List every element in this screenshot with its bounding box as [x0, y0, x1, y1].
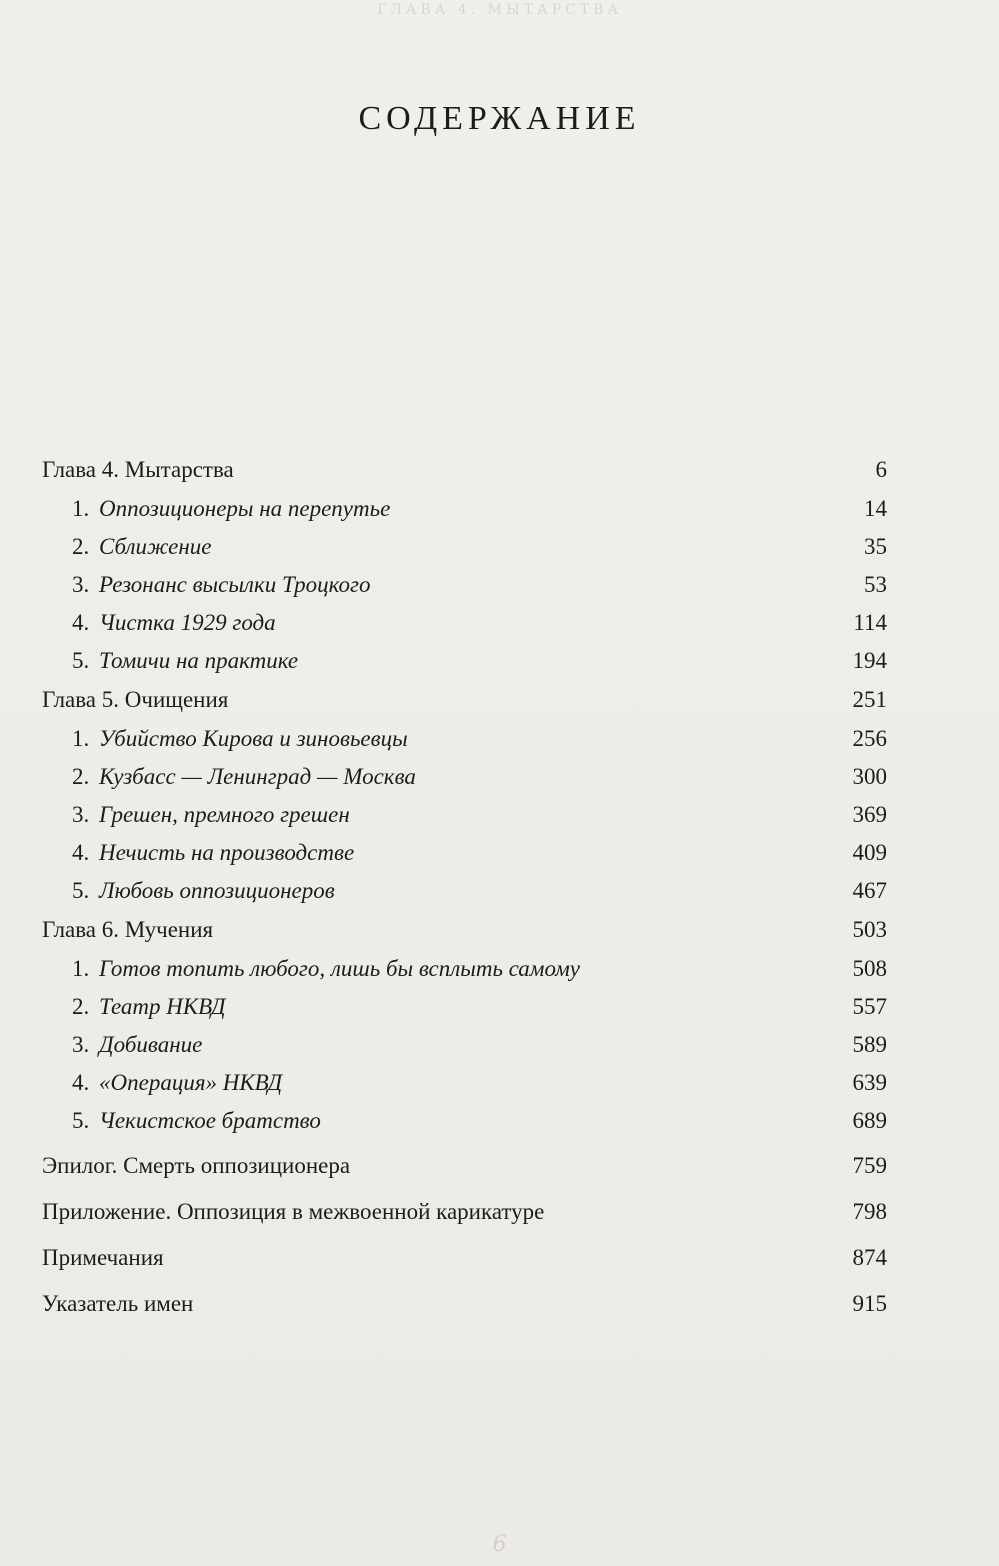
toc-entry-page: 467: [852, 878, 887, 903]
toc-entry-title: Приложение. Оппозиция в межвоенной карикатуре: [42, 1199, 545, 1224]
toc-section-number: 4.: [72, 840, 90, 865]
toc-entry-page: 194: [852, 648, 887, 673]
toc-entry-title: Кузбасс — Ленинград — Москва: [99, 764, 416, 789]
toc-entry-title: Резонанс высылки Троцкого: [99, 572, 371, 597]
toc-epilogue[interactable]: [42, 1146, 887, 1186]
toc-section-number: 1.: [72, 956, 90, 981]
toc-section-number: 4.: [72, 610, 90, 635]
toc-entry-title: Театр НКВД: [99, 994, 226, 1019]
toc-section[interactable]: [42, 720, 887, 758]
toc-entry-page: 300: [852, 764, 887, 789]
toc-entry-page: 6: [875, 457, 887, 482]
toc-entry-title: Эпилог. Смерть оппозиционера: [42, 1153, 351, 1178]
toc-entry-page: 798: [852, 1199, 887, 1224]
toc-entry-title: Глава 6. Мучения: [42, 917, 214, 942]
toc-entry-title: Оппозиционеры на перепутье: [99, 496, 391, 521]
toc-entry-page: 759: [852, 1153, 887, 1178]
toc-section[interactable]: [42, 1102, 887, 1140]
toc-section[interactable]: [42, 796, 887, 834]
toc-entry-title: Глава 5. Очищения: [42, 687, 229, 712]
toc-section[interactable]: [42, 950, 887, 988]
table-of-contents: [42, 450, 887, 1324]
toc-entry-title: Томичи на практике: [99, 648, 299, 673]
toc-section[interactable]: [42, 834, 887, 872]
toc-entry-page: 639: [852, 1070, 887, 1095]
toc-section-number: 3.: [72, 1032, 90, 1057]
toc-entry-page: 689: [852, 1108, 887, 1133]
toc-entry-page: 557: [852, 994, 887, 1019]
toc-section-number: 3.: [72, 802, 90, 827]
toc-entry-title: Сближение: [99, 534, 212, 559]
toc-entry-page: 915: [852, 1291, 887, 1316]
toc-section[interactable]: [42, 758, 887, 796]
toc-notes[interactable]: [42, 1238, 887, 1278]
toc-entry-title: Указатель имен: [42, 1291, 194, 1316]
running-head: ГЛАВА 4. МЫТАРСТВА: [376, 2, 623, 18]
toc-entry-page: 503: [852, 917, 887, 942]
toc-entry-title: Добивание: [99, 1032, 203, 1057]
toc-entry-page: 251: [852, 687, 887, 712]
toc-section[interactable]: [42, 1026, 887, 1064]
toc-section-number: 3.: [72, 572, 90, 597]
toc-section[interactable]: [42, 1064, 887, 1102]
toc-chapter-5[interactable]: [42, 680, 887, 720]
toc-section-number: 2.: [72, 534, 90, 559]
toc-section[interactable]: [42, 490, 887, 528]
toc-entry-page: 369: [852, 802, 887, 827]
toc-entry-page: 508: [852, 956, 887, 981]
page-number: 6: [492, 1532, 507, 1557]
toc-section-number: 1.: [72, 726, 90, 751]
toc-entry-title: Чистка 1929 года: [99, 610, 276, 635]
toc-entry-title: Чекистское братство: [99, 1108, 321, 1133]
toc-entry-page: 53: [864, 572, 887, 597]
toc-entry-page: 409: [852, 840, 887, 865]
toc-entry-title: Готов топить любого, лишь бы всплыть самому: [99, 956, 580, 981]
toc-entry-title: Нечисть на производстве: [99, 840, 355, 865]
toc-entry-page: 874: [852, 1245, 887, 1270]
toc-section[interactable]: [42, 872, 887, 910]
toc-entry-page: 256: [852, 726, 887, 751]
toc-entry-title: Убийство Кирова и зиновьевцы: [99, 726, 408, 751]
toc-entry-title: Любовь оппозиционеров: [99, 878, 335, 903]
toc-section-number: 5.: [72, 1108, 90, 1133]
toc-appendix[interactable]: [42, 1192, 887, 1232]
toc-section-number: 5.: [72, 648, 90, 673]
toc-section-number: 4.: [72, 1070, 90, 1095]
toc-index[interactable]: [42, 1284, 887, 1324]
toc-entry-title: «Операция» НКВД: [99, 1070, 283, 1095]
toc-chapter-6[interactable]: [42, 910, 887, 950]
toc-entry-page: 114: [853, 610, 887, 635]
toc-section[interactable]: [42, 642, 887, 680]
toc-entry-page: 35: [864, 534, 887, 559]
toc-chapter-4[interactable]: [42, 450, 887, 490]
page-title: СОДЕРЖАНИЕ: [358, 100, 641, 137]
toc-section[interactable]: [42, 988, 887, 1026]
toc-section-number: 5.: [72, 878, 90, 903]
toc-section[interactable]: [42, 604, 887, 642]
toc-entry-title: Грешен, премного грешен: [99, 802, 350, 827]
toc-section-number: 2.: [72, 994, 90, 1019]
toc-section-number: 2.: [72, 764, 90, 789]
toc-section-number: 1.: [72, 496, 90, 521]
toc-entry-title: Примечания: [42, 1245, 164, 1270]
toc-entry-page: 589: [852, 1032, 887, 1057]
toc-entry-title: Глава 4. Мытарства: [42, 457, 234, 482]
toc-section[interactable]: [42, 528, 887, 566]
toc-entry-page: 14: [864, 496, 887, 521]
toc-section[interactable]: [42, 566, 887, 604]
